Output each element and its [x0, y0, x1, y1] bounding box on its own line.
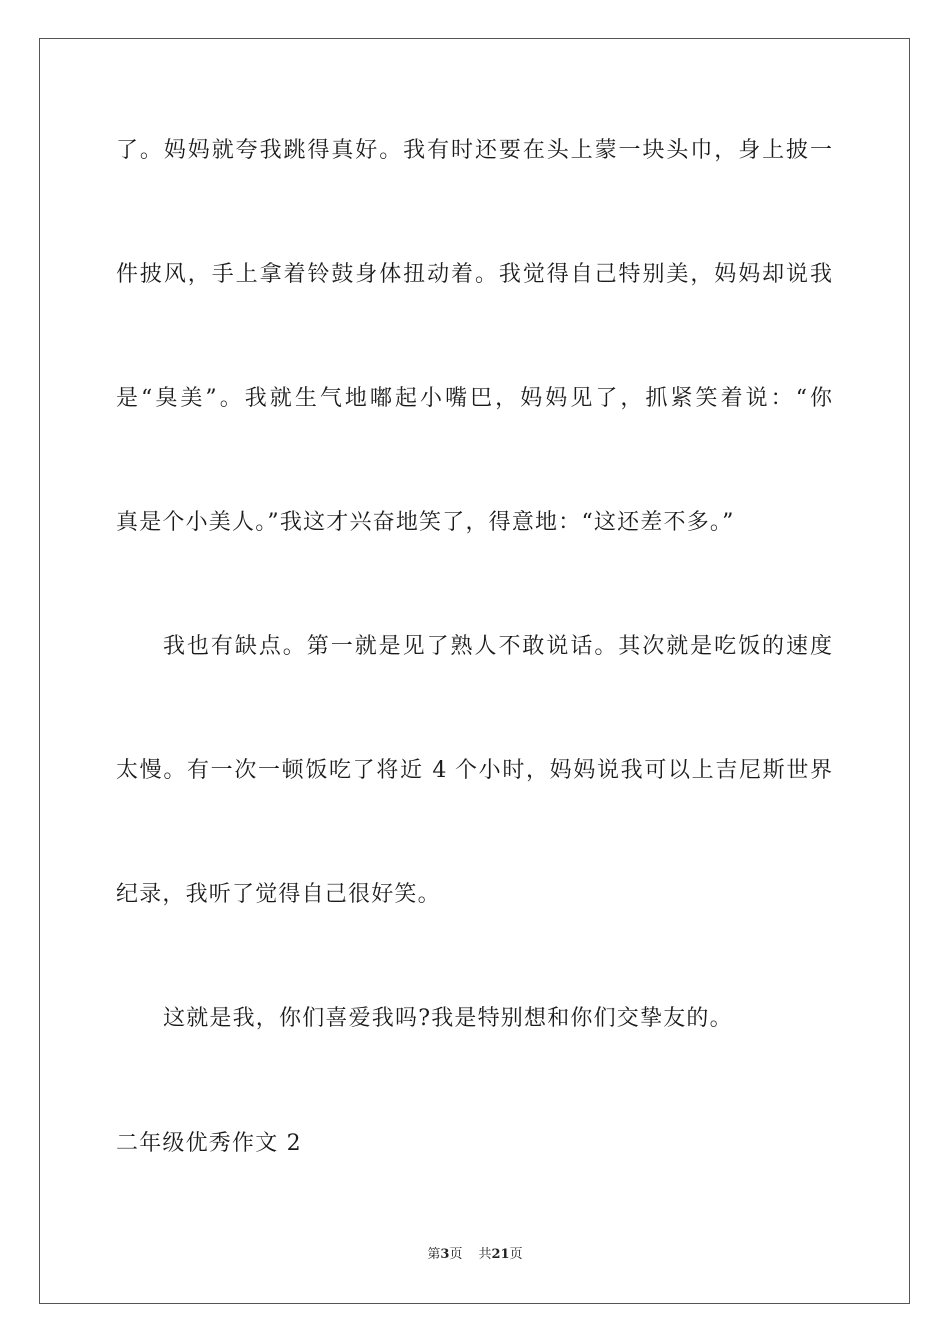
text-line-5: 我也有缺点。第一就是见了熟人不敢说话。其次就是吃饭的速度: [163, 634, 832, 659]
section-heading: 二年级优秀作文 2: [116, 1131, 302, 1156]
footer-page-total: 21: [491, 1247, 510, 1262]
text-line-2: 件披风，手上拿着铃鼓身体扭动着。我觉得自己特别美，妈妈却说我: [116, 262, 832, 287]
text-line-8: 这就是我，你们喜爱我吗?我是特别想和你们交挚友的。: [163, 1006, 733, 1031]
text-line-7: 纪录，我听了觉得自己很好笑。: [116, 882, 441, 907]
page-footer: [0, 1246, 950, 1264]
page-frame: [39, 38, 910, 1304]
text-line-3: 是“臭美”。我就生气地嘟起小嘴巴，妈妈见了，抓紧笑着说：“你: [116, 386, 832, 411]
text-line-6: 太慢。有一次一顿饭吃了将近 4 个小时，妈妈说我可以上吉尼斯世界: [116, 758, 832, 783]
text-line-4: 真是个小美人。”我这才兴奋地笑了，得意地：“这还差不多。”: [116, 510, 735, 535]
footer-page-current: 3: [440, 1247, 450, 1262]
footer-page-suffix: 页: [449, 1247, 463, 1262]
footer-total-prefix: 共: [478, 1247, 492, 1262]
footer-page-prefix: 第: [427, 1247, 441, 1262]
footer-total-suffix: 页: [509, 1247, 523, 1262]
text-line-1: 了。妈妈就夸我跳得真好。我有时还要在头上蒙一块头巾，身上披一: [116, 138, 832, 163]
